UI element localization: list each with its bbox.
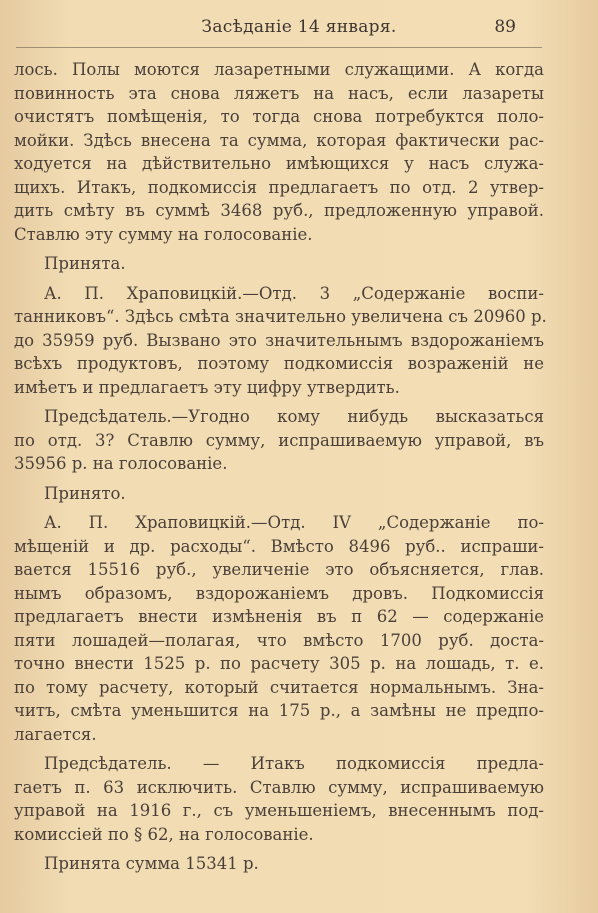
page-number: 89	[494, 17, 516, 37]
text-line: предлагаетъ внести измѣненія въ п 62 — содержаніе	[14, 607, 544, 626]
text-line: повинность эта снова ляжетъ на насъ, если лазареты	[14, 83, 544, 103]
text-line: А. П. Храповицкій.—Отд. IV „Содержаніе по-	[44, 513, 544, 532]
text-line: читъ, смѣта уменьшится на 175 р., а замѣны не предпо-	[14, 701, 544, 720]
text-line: 35956 р. на голосованіе.	[14, 454, 228, 473]
text-line: Принята сумма 15341 р.	[44, 854, 259, 873]
text-line: имѣетъ и предлагаетъ эту цифру утвердить.	[14, 377, 400, 397]
text-line: лось. Полы моются лазаретными служащими. А когда	[14, 60, 544, 79]
text-line: Принята.	[44, 254, 126, 273]
text-line: комиссіей по § 62, на голосованіе.	[14, 824, 314, 844]
text-line: щихъ. Итакъ, подкомиссія предлагаетъ по отд. 2 утвер-	[14, 177, 544, 197]
text-line: гаетъ п. 63 исключить. Ставлю сумму, испрашиваемую	[14, 777, 544, 797]
text-line: управой на 1916 г., съ уменьшеніемъ, внесеннымъ под-	[14, 801, 544, 820]
text-line: ходуется на дѣйствительно имѣющихся у насъ служа-	[14, 154, 544, 173]
text-line: по отд. 3? Ставлю сумму, испрашиваемую управой, въ	[14, 430, 544, 450]
text-line: лагается.	[14, 724, 97, 744]
text-line: танниковъ“. Здѣсь смѣта значительно увеличена съ 20960 р.	[14, 307, 547, 326]
header-title: Засѣданіе 14 января.	[201, 17, 397, 37]
text-line: очистятъ помѣщенія, то тогда снова потребуктся поло-	[14, 107, 544, 126]
text-line: по тому расчету, который считается нормальнымъ. Зна-	[14, 677, 544, 697]
text-line: вается 15516 руб., увеличеніе это объясняется, глав.	[14, 560, 544, 579]
text-line: всѣхъ продуктовъ, поэтому подкомиссія возраженій не	[14, 354, 544, 373]
text-line: мѣщеній и др. расходы“. Вмѣсто 8496 руб.. испраши-	[14, 536, 544, 556]
running-header	[0, 17, 598, 41]
text-line: пяти лошадей—полагая, что вмѣсто 1700 руб. доста-	[14, 630, 544, 650]
page-body-text	[14, 58, 547, 876]
text-line: точно внести 1525 р. по расчету 305 р. на лошадь, т. е.	[14, 654, 544, 673]
header-rule	[16, 47, 542, 48]
text-line: мойки. Здѣсь внесена та сумма, которая фактически рас-	[14, 130, 544, 150]
text-line: Принято.	[44, 483, 126, 503]
text-line: А. П. Храповицкій.—Отд. 3 „Содержаніе воспи-	[44, 283, 544, 303]
text-line: нымъ образомъ, вздорожаніемъ дровъ. Подкомиссія	[14, 583, 544, 603]
text-line: Предсѣдатель.—Угодно кому нибудь высказаться	[44, 407, 544, 426]
text-line: до 35959 руб. Вызвано это значительнымъ вздорожаніемъ	[14, 330, 544, 350]
text-line: Предсѣдатель. — Итакъ подкомиссія предла-	[44, 754, 544, 773]
text-line: дить смѣту въ суммѣ 3468 руб., предложенную управой.	[14, 201, 544, 220]
text-line: Ставлю эту сумму на голосованіе.	[14, 224, 313, 244]
